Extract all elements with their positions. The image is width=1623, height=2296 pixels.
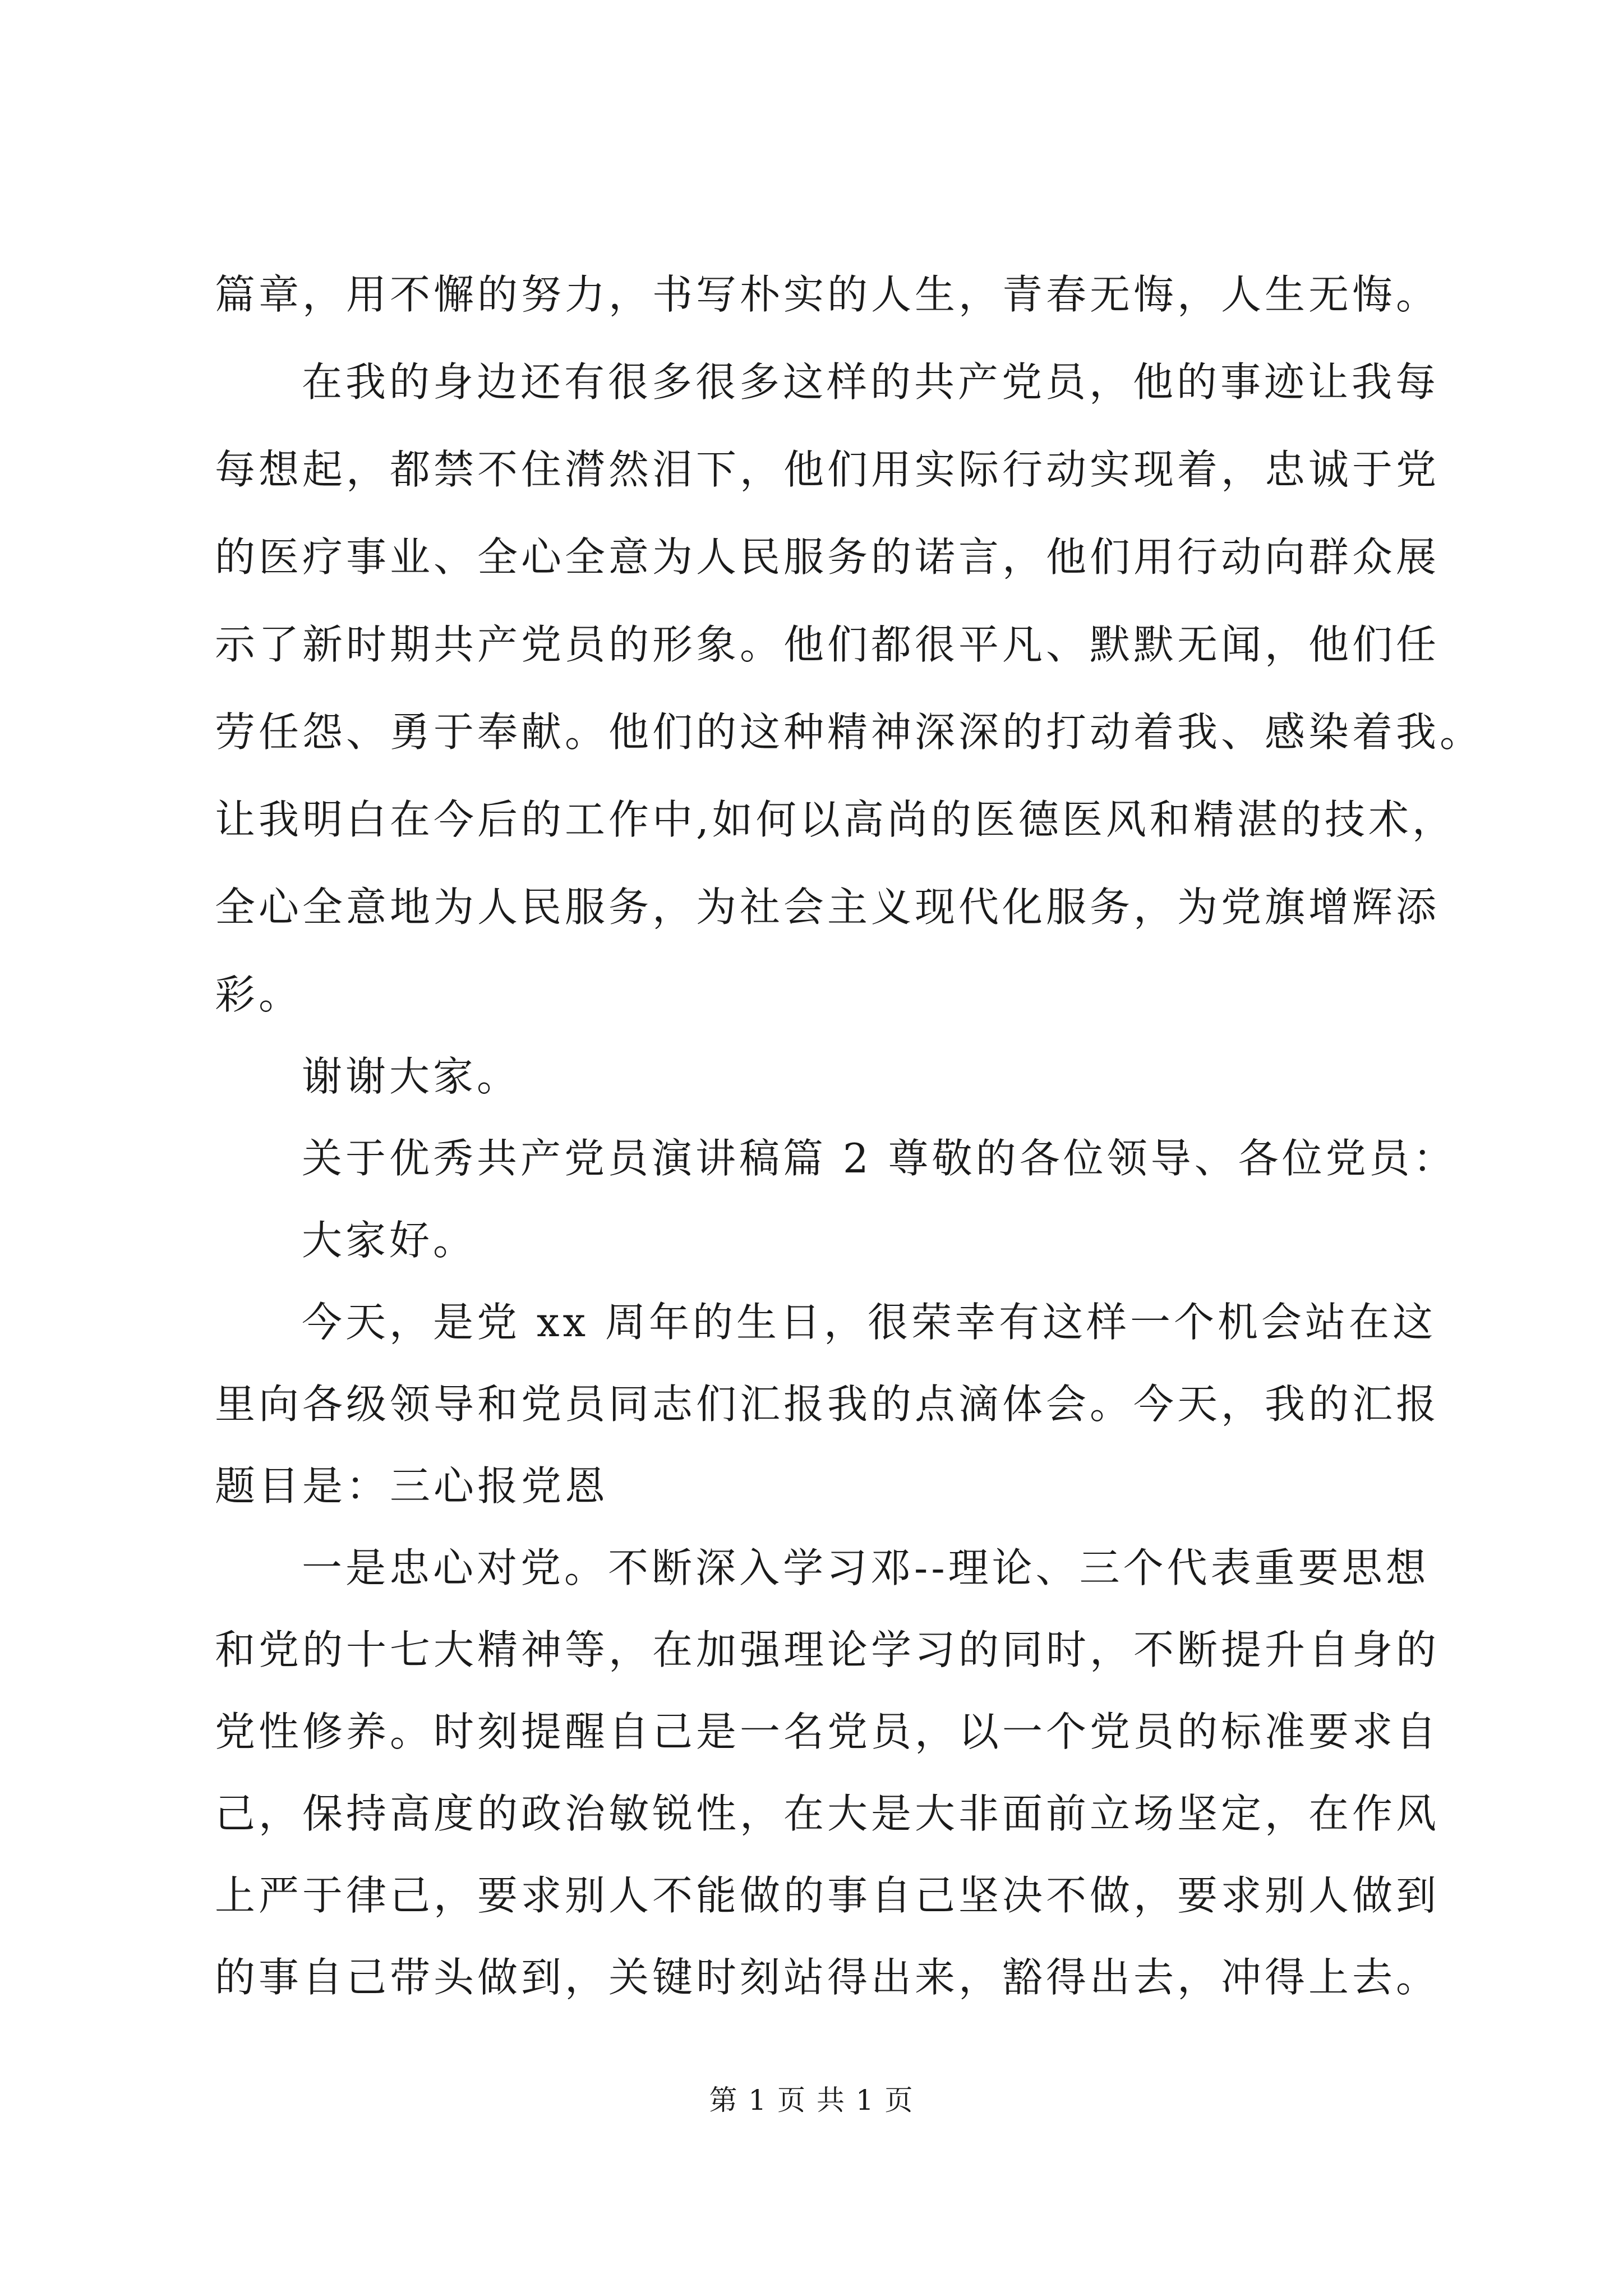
text-line: 让我明白在今后的工作中,如何以高尚的医德医风和精湛的技术， — [215, 796, 1456, 843]
text-line: 和党的十七大精神等，在加强理论学习的同时，不断提升自身的 — [215, 1626, 1440, 1673]
text-line: 的事自己带头做到，关键时刻站得出来，豁得出去，冲得上去。 — [215, 1954, 1440, 2001]
text-line: 劳任怨、勇于奉献。他们的这种精神深深的打动着我、感染着我。 — [215, 708, 1484, 756]
text-line: 篇章，用不懈的努力，书写朴实的人生，青春无悔，人生无悔。 — [215, 271, 1440, 318]
text-line: 党性修养。时刻提醒自己是一名党员，以一个党员的标准要求自 — [215, 1708, 1440, 1755]
text-line: 关于优秀共产党员演讲稿篇 2 尊敬的各位领导、各位党员： — [302, 1135, 1457, 1182]
text-line: 上严于律己，要求别人不能做的事自己坚决不做，要求别人做到 — [215, 1872, 1440, 1919]
text-line: 己，保持高度的政治敏锐性，在大是大非面前立场坚定，在作风 — [215, 1790, 1440, 1837]
text-line: 全心全意地为人民服务，为社会主义现代化服务，为党旗增辉添 — [215, 884, 1440, 931]
text-line: 一是忠心对党。不断深入学习邓--理论、三个代表重要思想 — [302, 1544, 1430, 1591]
text-line: 示了新时期共产党员的形象。他们都很平凡、默默无闻，他们任 — [215, 621, 1440, 668]
text-line: 今天，是党 xx 周年的生日，很荣幸有这样一个机会站在这 — [302, 1299, 1436, 1346]
text-line: 每想起，都禁不住潸然泪下，他们用实际行动实现着，忠诚于党 — [215, 446, 1440, 493]
page-number-footer: 第 1 页 共 1 页 — [709, 2084, 914, 2116]
text-line: 题目是：三心报党恩 — [215, 1462, 609, 1510]
text-line: 的医疗事业、全心全意为人民服务的诺言，他们用行动向群众展 — [215, 533, 1440, 581]
text-line: 里向各级领导和党员同志们汇报我的点滴体会。今天，我的汇报 — [215, 1381, 1440, 1428]
text-line: 大家好。 — [302, 1217, 477, 1264]
text-line: 在我的身边还有很多很多这样的共产党员，他的事迹让我每 — [302, 358, 1440, 406]
text-line: 谢谢大家。 — [302, 1053, 521, 1100]
text-line: 彩。 — [215, 971, 303, 1018]
